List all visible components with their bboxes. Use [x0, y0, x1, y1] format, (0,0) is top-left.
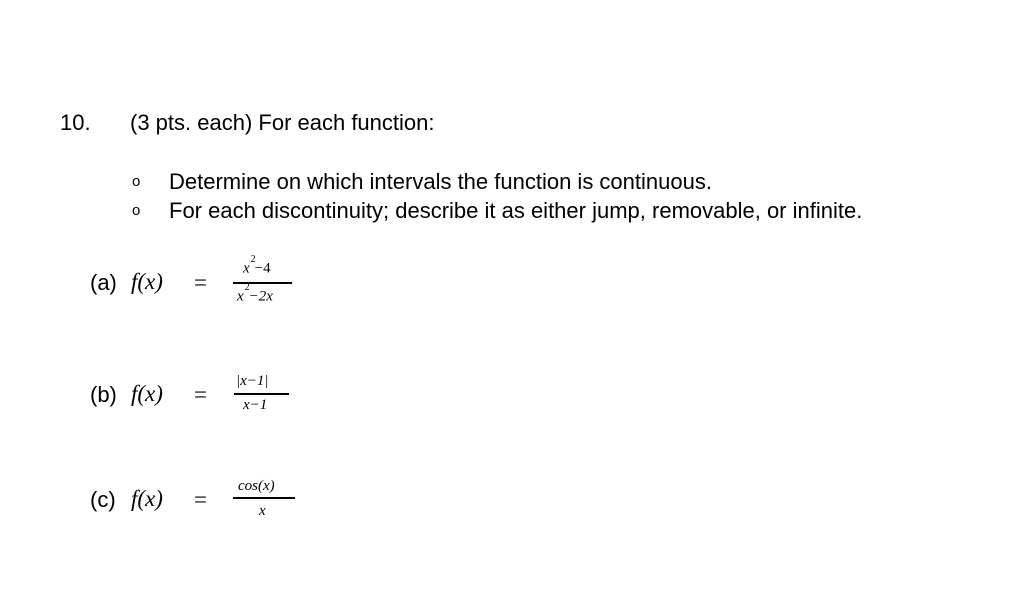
fraction-numerator: |x−1|: [236, 373, 269, 389]
problem-heading: (3 pts. each) For each function:: [130, 110, 435, 135]
fraction-bar: [233, 282, 292, 284]
fraction-bar: [234, 393, 289, 395]
fraction-denominator: x−1: [243, 397, 268, 413]
denominator-exponent: 2: [244, 282, 250, 293]
equals-sign: =: [194, 270, 207, 295]
function-lhs: f(x): [131, 269, 163, 294]
fraction-denominator: x: [259, 503, 266, 519]
denominator-base: x: [237, 288, 244, 305]
denominator-rest: −2x: [248, 288, 273, 305]
fraction-numerator: cos(x): [238, 478, 275, 494]
part-label: (c): [90, 487, 116, 512]
instruction-discontinuity: For each discontinuity; describe it as either jump, removable, or infinite.: [169, 198, 863, 223]
numerator-rest: −4: [254, 260, 271, 277]
instruction-continuity: Determine on which intervals the function is continuous.: [169, 169, 712, 194]
part-label: (b): [90, 382, 117, 407]
function-lhs: f(x): [131, 381, 163, 406]
problem-number: 10.: [60, 110, 91, 135]
bullet-circle-icon: o: [132, 202, 141, 219]
fraction-denominator: [237, 282, 273, 305]
function-lhs: f(x): [131, 486, 163, 511]
part-label: (a): [90, 270, 117, 295]
bullet-circle-icon: o: [132, 173, 141, 190]
equals-sign: =: [194, 382, 207, 407]
numerator-exponent: 2: [250, 254, 256, 265]
numerator-base: x: [243, 260, 250, 277]
fraction-bar: [233, 497, 295, 499]
fraction-numerator: [243, 254, 271, 277]
equals-sign: =: [194, 487, 207, 512]
